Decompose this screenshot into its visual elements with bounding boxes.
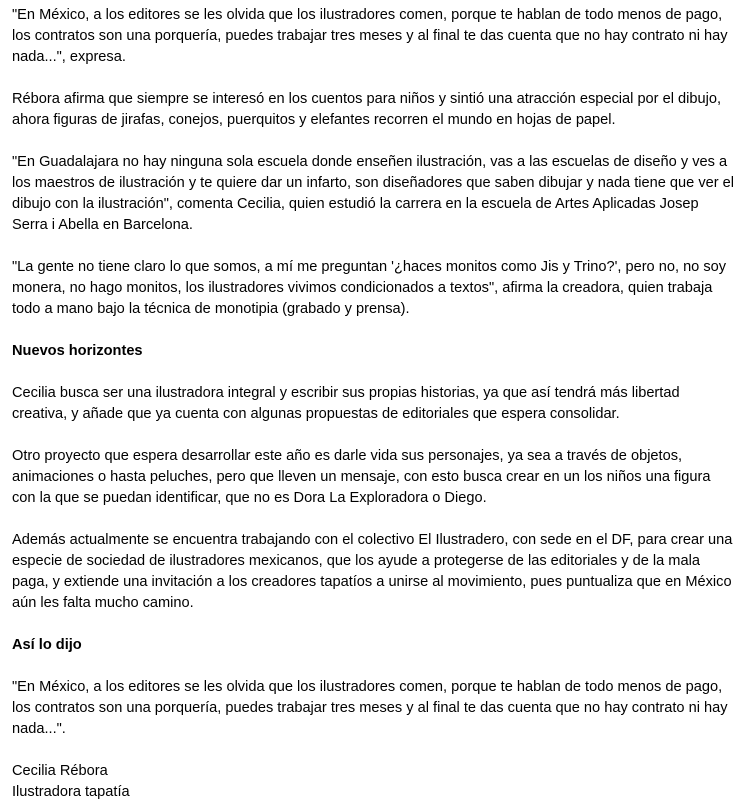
paragraph-ilustradora-integral: Cecilia busca ser una ilustradora integral y escribir sus propias historias, ya que así tendrá más libertad creativa, y añade que ya cuenta con algunas propuestas de editoriales que espera consolidar. (12, 385, 680, 422)
paragraph-rebora-interest: Rébora afirma que siempre se interesó en los cuentos para niños y sintió una atracción especial por el dibujo, ahora figuras de jirafas, conejos, puerquitos y elefantes recorren el mundo en hojas de papel. (12, 91, 722, 128)
signature-name: Cecilia Rébora (12, 763, 108, 779)
section-heading-asi-lo-dijo: Así lo dijo (12, 637, 82, 653)
paragraph-monitos: "La gente no tiene claro lo que somos, a mí me preguntan '¿haces monitos como Jis y Trino?', pero no, no soy monera, no hago monitos, los ilustradores vivimos condicionados a textos", afirma la creadora, quien trabaja todo a mano bajo la técnica de monotipia (grabado y prensa). (12, 259, 727, 317)
signature-role: Ilustradora tapatía (12, 784, 130, 800)
paragraph-guadalajara-schools: "En Guadalajara no hay ninguna sola escuela donde enseñen ilustración, vas a las escuelas de diseño y ves a los maestros de ilustración y te quiere dar un infarto, son diseñadores que saben dibujar y nada tiene que ver el dibujo con la ilustración", comenta Cecilia, quien estudió la carrera en la escuela de Artes Aplicadas Josep Serra i Abella en Barcelona. (12, 154, 735, 233)
section-heading-nuevos-horizontes: Nuevos horizontes (12, 343, 143, 359)
article-body (12, 5, 738, 803)
paragraph-el-ilustradero: Además actualmente se encuentra trabajando con el colectivo El Ilustradero, con sede en el DF, para crear una especie de sociedad de ilustradores mexicanos, que los ayude a protegerse de las editoriales y de la mala paga, y extiende una invitación a los creadores tapatíos a unirse al movimiento, pues puntualiza que en México aún les falta mucho camino. (12, 532, 733, 611)
signature (12, 761, 738, 803)
paragraph-otro-proyecto: Otro proyecto que espera desarrollar este año es darle vida sus personajes, ya sea a través de objetos, animaciones o hasta peluches, pero que lleven un mensaje, con esto busca crear en un los niños una figura con la que se puedan identificar, que no es Dora La Exploradora o Diego. (12, 448, 711, 506)
closing-quote: "En México, a los editores se les olvida que los ilustradores comen, porque te hablan de todo menos de pago, los contratos son una porquería, puedes trabajar tres meses y al final te das cuenta que no hay contrato ni hay nada...". (12, 679, 728, 737)
paragraph-quote-editors: "En México, a los editores se les olvida que los ilustradores comen, porque te hablan de todo menos de pago, los contratos son una porquería, puedes trabajar tres meses y al final te das cuenta que no hay contrato ni hay nada...", expresa. (12, 7, 728, 65)
